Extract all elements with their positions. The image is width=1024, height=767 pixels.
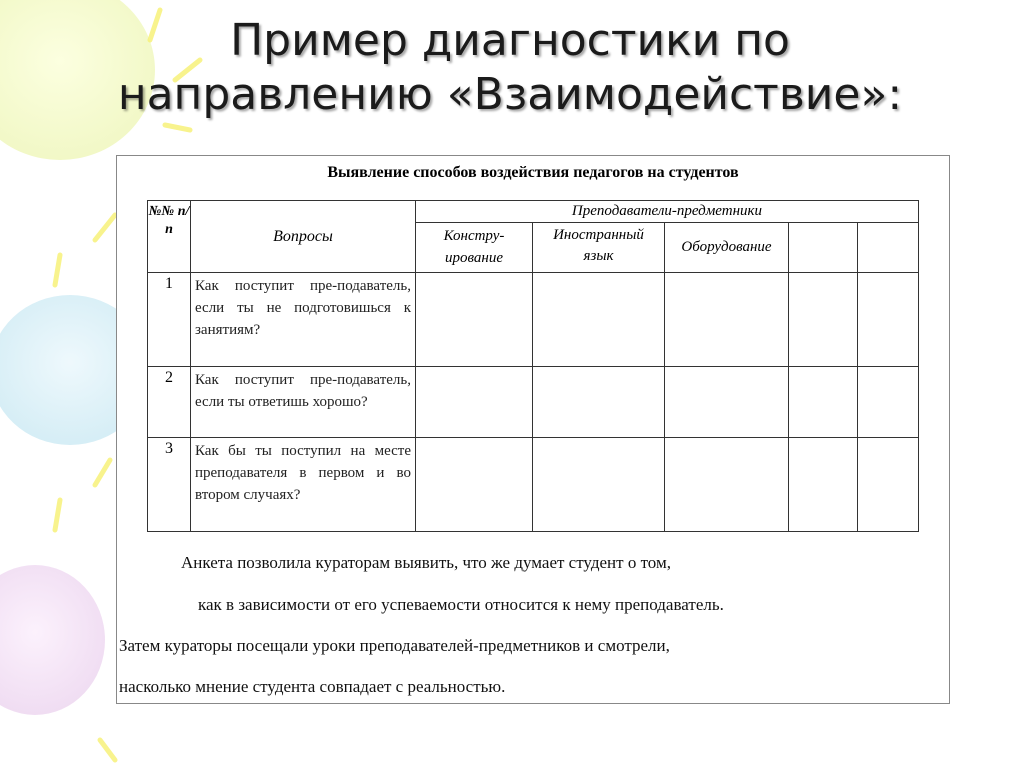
paragraph-line-1: Анкета позволила кураторам выявить, что же думает студент о том,: [181, 553, 671, 572]
col-header-subject-2: Иностранный язык: [533, 223, 665, 273]
slide-title-line-1: Пример диагностики по: [230, 15, 790, 66]
empty-cell: [665, 367, 789, 438]
empty-cell: [858, 367, 919, 438]
empty-cell: [665, 438, 789, 532]
row-number: 1: [148, 273, 191, 367]
empty-cell: [416, 273, 533, 367]
empty-cell: [665, 273, 789, 367]
document-heading: Выявление способов воздействия педагогов на студентов: [327, 164, 739, 181]
row-number: 3: [148, 438, 191, 532]
paragraph-line-4: насколько мнение студента совпадает с реальностью.: [119, 677, 506, 696]
col-header-teachers-group: Преподаватели-предметники: [416, 201, 919, 223]
empty-cell: [858, 438, 919, 532]
col-header-number: №№ п/п: [148, 201, 191, 273]
empty-cell: [789, 367, 858, 438]
col-header-subject-1: Констру-ирование: [416, 223, 533, 273]
col-header-questions: Вопросы: [191, 201, 416, 273]
paragraph-line-2: как в зависимости от его успеваемости относится к нему преподаватель.: [198, 595, 724, 614]
document-frame: [116, 155, 950, 704]
row-number: 2: [148, 367, 191, 438]
empty-cell: [789, 273, 858, 367]
table-row: [148, 367, 919, 438]
table-header-row: [148, 201, 919, 223]
slide-title-line-2: направлению «Взаимодействие»:: [117, 69, 903, 120]
empty-cell: [416, 438, 533, 532]
slide-title: [60, 14, 960, 122]
col-header-subject-4: [789, 223, 858, 273]
table-row: [148, 438, 919, 532]
row-question: Как поступит пре-подаватель, если ты не подготовишься к занятиям?: [191, 273, 416, 367]
empty-cell: [533, 367, 665, 438]
empty-cell: [533, 438, 665, 532]
col-header-subject-5: [858, 223, 919, 273]
row-question: Как поступит пре-подаватель, если ты ответишь хорошо?: [191, 367, 416, 438]
paragraph-line-3: Затем кураторы посещали уроки преподавателей-предметников и смотрели,: [119, 636, 670, 655]
survey-table: [147, 200, 919, 532]
col-header-subject-3: Оборудование: [665, 223, 789, 273]
empty-cell: [416, 367, 533, 438]
empty-cell: [789, 438, 858, 532]
row-question: Как бы ты поступил на месте преподавателя в первом и во втором случаях?: [191, 438, 416, 532]
empty-cell: [533, 273, 665, 367]
table-row: [148, 273, 919, 367]
empty-cell: [858, 273, 919, 367]
